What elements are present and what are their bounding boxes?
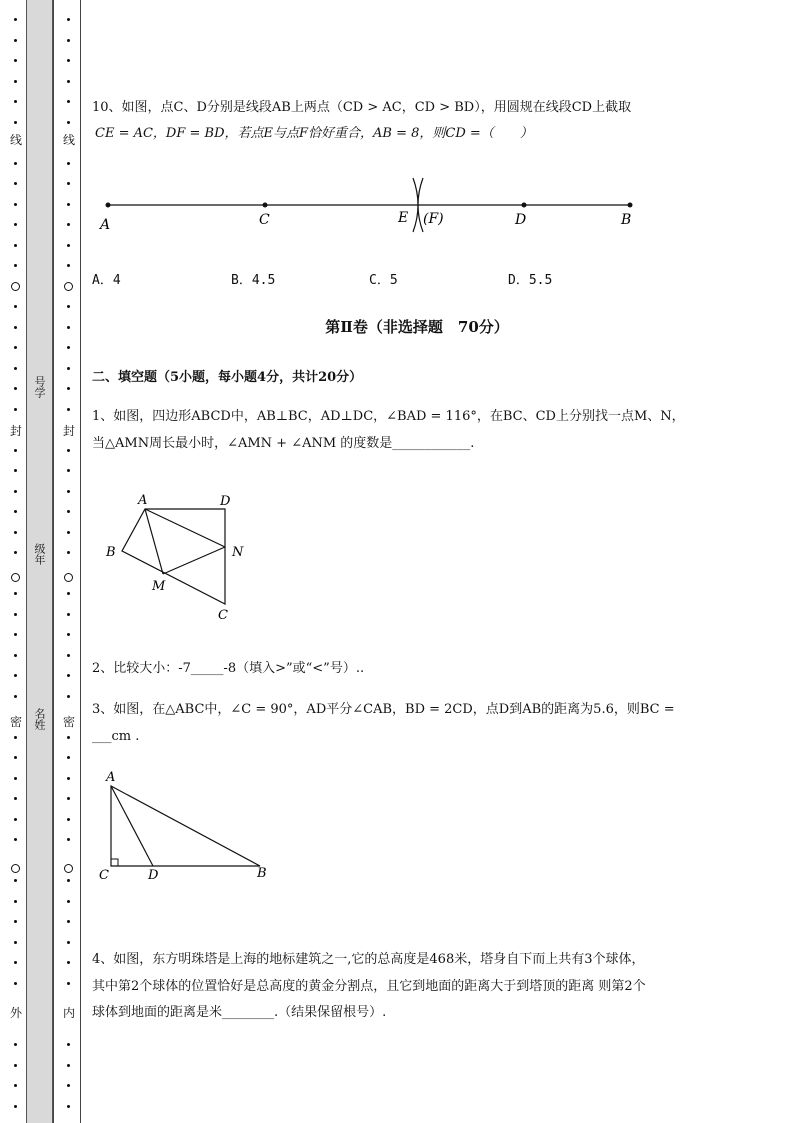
q3-label-b: B bbox=[257, 866, 267, 881]
binding-dot bbox=[67, 879, 70, 882]
binding-dot bbox=[67, 920, 70, 923]
binding-dot bbox=[14, 674, 17, 677]
binding-dot bbox=[67, 162, 70, 165]
binding-dot bbox=[67, 39, 70, 42]
segment-an bbox=[145, 509, 225, 547]
binding-dot bbox=[14, 551, 17, 554]
binding-dot bbox=[14, 982, 17, 985]
binding-dot bbox=[67, 490, 70, 493]
q1-label-d: D bbox=[220, 494, 231, 509]
binding-dot bbox=[14, 264, 17, 267]
binding-dot bbox=[14, 818, 17, 821]
binding-dot bbox=[14, 203, 17, 206]
binding-dot bbox=[67, 1043, 70, 1046]
label-a: A bbox=[100, 217, 111, 233]
binding-dot bbox=[67, 736, 70, 739]
binding-dot bbox=[67, 633, 70, 636]
binding-dot bbox=[67, 18, 70, 21]
binding-dot bbox=[67, 244, 70, 247]
binding-dot bbox=[14, 695, 17, 698]
frame-line-right bbox=[80, 0, 81, 1123]
label-e: E bbox=[398, 210, 409, 226]
point-a bbox=[106, 203, 111, 208]
binding-dot bbox=[67, 100, 70, 103]
binding-dot bbox=[14, 900, 17, 903]
binding-dot bbox=[67, 80, 70, 83]
binding-dot bbox=[14, 182, 17, 185]
binding-dot bbox=[67, 182, 70, 185]
binding-dot bbox=[67, 1105, 70, 1108]
binding-dot bbox=[14, 736, 17, 739]
q1-label-a: A bbox=[138, 493, 148, 508]
binding-dot bbox=[14, 510, 17, 513]
binding-dot bbox=[14, 633, 17, 636]
binding-dot bbox=[67, 367, 70, 370]
binding-dot bbox=[14, 879, 17, 882]
point-c bbox=[263, 203, 268, 208]
binding-dot bbox=[67, 551, 70, 554]
binding-dot bbox=[14, 838, 17, 841]
binding-dot bbox=[14, 162, 17, 165]
binding-dot bbox=[67, 408, 70, 411]
binding-dot bbox=[14, 531, 17, 534]
point-b bbox=[628, 203, 633, 208]
binding-dot bbox=[14, 244, 17, 247]
binding-dot bbox=[14, 490, 17, 493]
q1-label-n: N bbox=[232, 545, 244, 560]
right-angle-mark bbox=[111, 859, 118, 866]
segment-mn bbox=[163, 547, 225, 574]
binding-dot bbox=[14, 326, 17, 329]
q3-text-line-2: ___cm . bbox=[92, 729, 140, 744]
binding-dot bbox=[14, 1043, 17, 1046]
info-field-name bbox=[26, 708, 53, 734]
binding-dot bbox=[67, 121, 70, 124]
binding-dot bbox=[67, 654, 70, 657]
q3-label-d: D bbox=[148, 868, 159, 883]
outer-dotted-binding-line bbox=[9, 0, 23, 1123]
point-d bbox=[522, 203, 527, 208]
binding-dot bbox=[14, 941, 17, 944]
binding-dot bbox=[67, 613, 70, 616]
q1-label-c: C bbox=[218, 608, 228, 623]
binding-dot bbox=[67, 982, 70, 985]
binding-dot bbox=[14, 100, 17, 103]
inner-label-feng: 封 bbox=[62, 424, 75, 438]
binding-dot bbox=[14, 777, 17, 780]
binding-circle bbox=[64, 864, 73, 873]
part-2-heading: 第Ⅱ卷（非选择题 70分） bbox=[325, 318, 509, 336]
q4-text-line-3: 球体到地面的距离是米________.（结果保留根号）. bbox=[92, 1005, 387, 1020]
q1-quadrilateral-figure bbox=[100, 488, 260, 628]
label-b: B bbox=[621, 212, 632, 228]
binding-dot bbox=[14, 1064, 17, 1067]
binding-dot bbox=[67, 756, 70, 759]
label-f: (F) bbox=[423, 211, 444, 227]
inner-label-xian: 线 bbox=[62, 133, 75, 147]
q3-label-c: C bbox=[99, 868, 109, 883]
binding-dot bbox=[67, 592, 70, 595]
q4-text-line-1: 4、如图，东方明珠塔是上海的地标建筑之一,它的总高度是468米，塔身自下而上共有3个球体， bbox=[92, 952, 645, 967]
info-field-student-number bbox=[26, 376, 53, 402]
q1-text-line-1: 1、如图，四边形ABCD中，AB⊥BC，AD⊥DC，∠BAD = 116°，在BC、CD上分别找一点M、N， bbox=[92, 409, 685, 424]
outer-label-xian: 线 bbox=[9, 133, 22, 147]
q10-text-line-2: CE = AC，DF = BD，若点E与点F恰好重合，AB = 8，则CD =（ ） bbox=[95, 126, 533, 141]
q10-option-b: B．4.5 bbox=[231, 273, 276, 288]
q10-text-line-1: 10、如图，点C、D分别是线段AB上两点（CD > AC，CD > BD），用圆规在线段CD上截取 bbox=[92, 100, 632, 115]
binding-dot bbox=[67, 838, 70, 841]
q3-label-a: A bbox=[106, 770, 116, 785]
binding-dot bbox=[14, 756, 17, 759]
q10-option-c: C．5 bbox=[369, 273, 398, 288]
binding-dot bbox=[67, 797, 70, 800]
binding-dot bbox=[67, 469, 70, 472]
binding-dot bbox=[14, 961, 17, 964]
binding-circle bbox=[11, 573, 20, 582]
binding-dot bbox=[14, 1084, 17, 1087]
binding-circle bbox=[64, 282, 73, 291]
binding-dot bbox=[67, 346, 70, 349]
binding-dot bbox=[14, 59, 17, 62]
frame-line-left bbox=[53, 0, 54, 1123]
label-d: D bbox=[515, 212, 527, 228]
binding-dot bbox=[67, 510, 70, 513]
binding-dot bbox=[14, 654, 17, 657]
binding-dot bbox=[14, 121, 17, 124]
binding-dot bbox=[67, 941, 70, 944]
binding-dot bbox=[14, 346, 17, 349]
binding-dot bbox=[67, 531, 70, 534]
binding-dot bbox=[67, 674, 70, 677]
binding-circle bbox=[11, 864, 20, 873]
binding-dot bbox=[14, 1105, 17, 1108]
binding-dot bbox=[67, 223, 70, 226]
binding-dot bbox=[14, 797, 17, 800]
info-field-grade-text: 级年 bbox=[33, 543, 46, 565]
binding-dot bbox=[14, 408, 17, 411]
q10-option-a: A．4 bbox=[92, 273, 121, 288]
q1-text-line-2: 当△AMN周长最小时，∠AMN + ∠ANM 的度数是____________. bbox=[92, 436, 475, 451]
section-2-title: 二、填空题（5小题，每小题4分，共计20分） bbox=[92, 370, 363, 385]
binding-dot bbox=[14, 80, 17, 83]
inner-label-mi: 密 bbox=[62, 715, 75, 729]
binding-dot bbox=[67, 695, 70, 698]
binding-dot bbox=[67, 1064, 70, 1067]
binding-dot bbox=[67, 264, 70, 267]
binding-circle bbox=[64, 573, 73, 582]
q10-segment-figure bbox=[92, 170, 652, 240]
binding-dot bbox=[67, 203, 70, 206]
binding-dot bbox=[67, 818, 70, 821]
q3-right-triangle-figure bbox=[95, 766, 280, 886]
binding-dot bbox=[67, 900, 70, 903]
quad-abcd bbox=[122, 509, 225, 604]
triangle-abc bbox=[111, 786, 260, 866]
binding-circle bbox=[11, 282, 20, 291]
binding-dot bbox=[14, 305, 17, 308]
binding-dot bbox=[67, 59, 70, 62]
binding-dot bbox=[14, 367, 17, 370]
binding-dot bbox=[14, 449, 17, 452]
info-field-grade bbox=[26, 543, 53, 569]
binding-dot bbox=[67, 387, 70, 390]
binding-dot bbox=[67, 1084, 70, 1087]
info-field-name-text: 名姓 bbox=[33, 708, 46, 730]
binding-dot bbox=[67, 961, 70, 964]
q4-text-line-2: 其中第2个球体的位置恰好是总高度的黄金分割点，且它到地面的距离大于到塔顶的距离 则第2个 bbox=[92, 979, 646, 994]
binding-dot bbox=[67, 449, 70, 452]
binding-dot bbox=[14, 223, 17, 226]
q3-text-line-1: 3、如图，在△ABC中，∠C = 90°，AD平分∠CAB，BD = 2CD，点D到AB的距离为5.6，则BC = bbox=[92, 702, 675, 717]
outer-label-feng: 封 bbox=[9, 424, 22, 438]
inner-label-nei: 内 bbox=[62, 1006, 75, 1020]
q2-text-line-1: 2、比较大小：-7_____-8（填入>”或“<”号）.. bbox=[92, 661, 365, 676]
binding-dot bbox=[14, 469, 17, 472]
label-c: C bbox=[259, 212, 270, 228]
inner-dotted-binding-line bbox=[62, 0, 76, 1123]
q1-label-m: M bbox=[152, 579, 166, 594]
q10-option-d: D．5.5 bbox=[508, 273, 553, 288]
q1-label-b: B bbox=[106, 545, 116, 560]
binding-dot bbox=[14, 18, 17, 21]
binding-dot bbox=[14, 613, 17, 616]
segment-ad bbox=[111, 786, 153, 866]
outer-label-wai: 外 bbox=[9, 1006, 22, 1020]
binding-dot bbox=[14, 387, 17, 390]
binding-dot bbox=[67, 305, 70, 308]
binding-dot bbox=[14, 920, 17, 923]
info-field-student-number-text: 号学 bbox=[33, 376, 46, 398]
outer-label-mi: 密 bbox=[9, 715, 22, 729]
binding-dot bbox=[14, 39, 17, 42]
binding-dot bbox=[14, 592, 17, 595]
binding-dot bbox=[67, 777, 70, 780]
